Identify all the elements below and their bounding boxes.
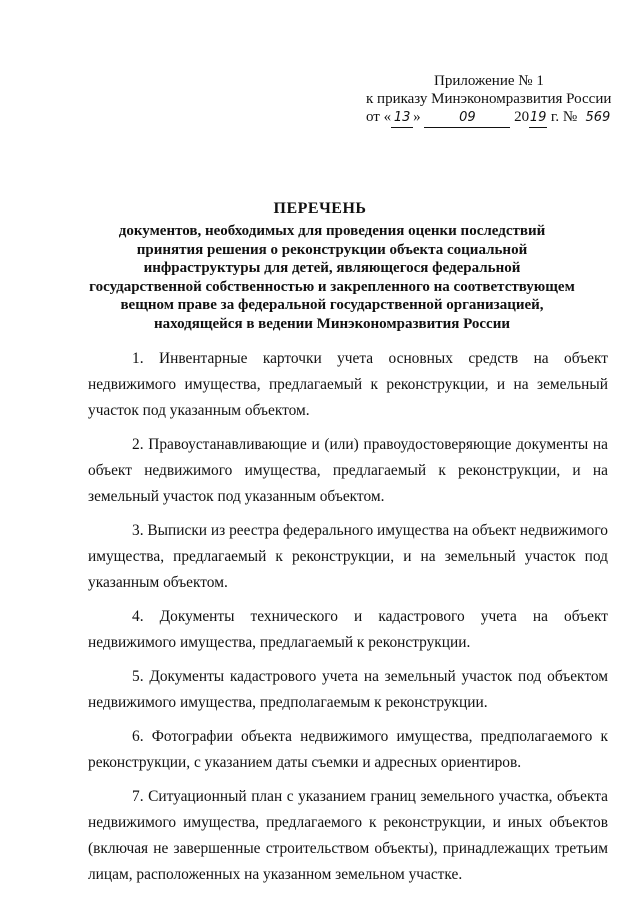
- document-list: [88, 346, 608, 896]
- list-item: 1. Инвентарные карточки учета основных средств на объект недвижимого имущества, предлагаемый к реконструкции, и на земельный участок под указанным объектом.: [88, 350, 608, 419]
- appendix-number: Приложение № 1: [434, 73, 544, 89]
- list-item: 3. Выписки из реестра федерального имущества на объект недвижимого имущества, предлагаемый к реконструкции, и на земельный участок под указанным объектом.: [88, 522, 608, 591]
- list-item: 6. Фотографии объекта недвижимого имущества, предполагаемого к реконструкции, с указанием даты съемки и адресных ориентиров.: [88, 728, 608, 771]
- year-suffix: 19: [529, 109, 547, 128]
- date-prefix: от «: [366, 109, 392, 125]
- document-title: ПЕРЕЧЕНЬ: [273, 200, 367, 217]
- list-item: 7. Ситуационный план с указанием границ земельного участка, объекта недвижимого имущества, предлагаемого к реконструкции, и иных объектов (включая не завершенные строительством объекты), принадлежащих третьим лицам, расположенных на указанном земельном участке.: [88, 788, 608, 883]
- list-item: 5. Документы кадастрового учета на земельный участок под объектом недвижимого имущества, предполагаемым к реконструкции.: [88, 668, 608, 711]
- date-day: 13: [391, 109, 413, 128]
- list-item: 4. Документы технического и кадастрового учета на объект недвижимого имущества, предлагаемый к реконструкции.: [88, 608, 608, 651]
- year-prefix: 20: [514, 109, 530, 125]
- date-month: 09: [424, 109, 510, 128]
- order-number-label: №: [562, 109, 578, 125]
- order-date-line: [366, 108, 616, 128]
- order-number: 569: [585, 110, 611, 125]
- date-day-close: »: [413, 109, 421, 125]
- appendix-header: [366, 72, 616, 128]
- document-subtitle: документов, необходимых для проведения оценки последствий принятия решения о реконструкции объекта социальной инфраструктуры для детей, являющегося федеральной государственной собственностью и закрепленного на соответствующем вещном праве за федеральной государственной организацией, находящейся в ведении Минэкономразвития России: [89, 223, 575, 332]
- year-abbrev: г.: [550, 109, 560, 125]
- list-item: 2. Правоустанавливающие и (или) правоудостоверяющие документы на объект недвижимого имущества, предлагаемый к реконструкции, и на земельный участок под указанным объектом.: [88, 436, 608, 505]
- order-reference: к приказу Минэкономразвития России: [366, 91, 612, 107]
